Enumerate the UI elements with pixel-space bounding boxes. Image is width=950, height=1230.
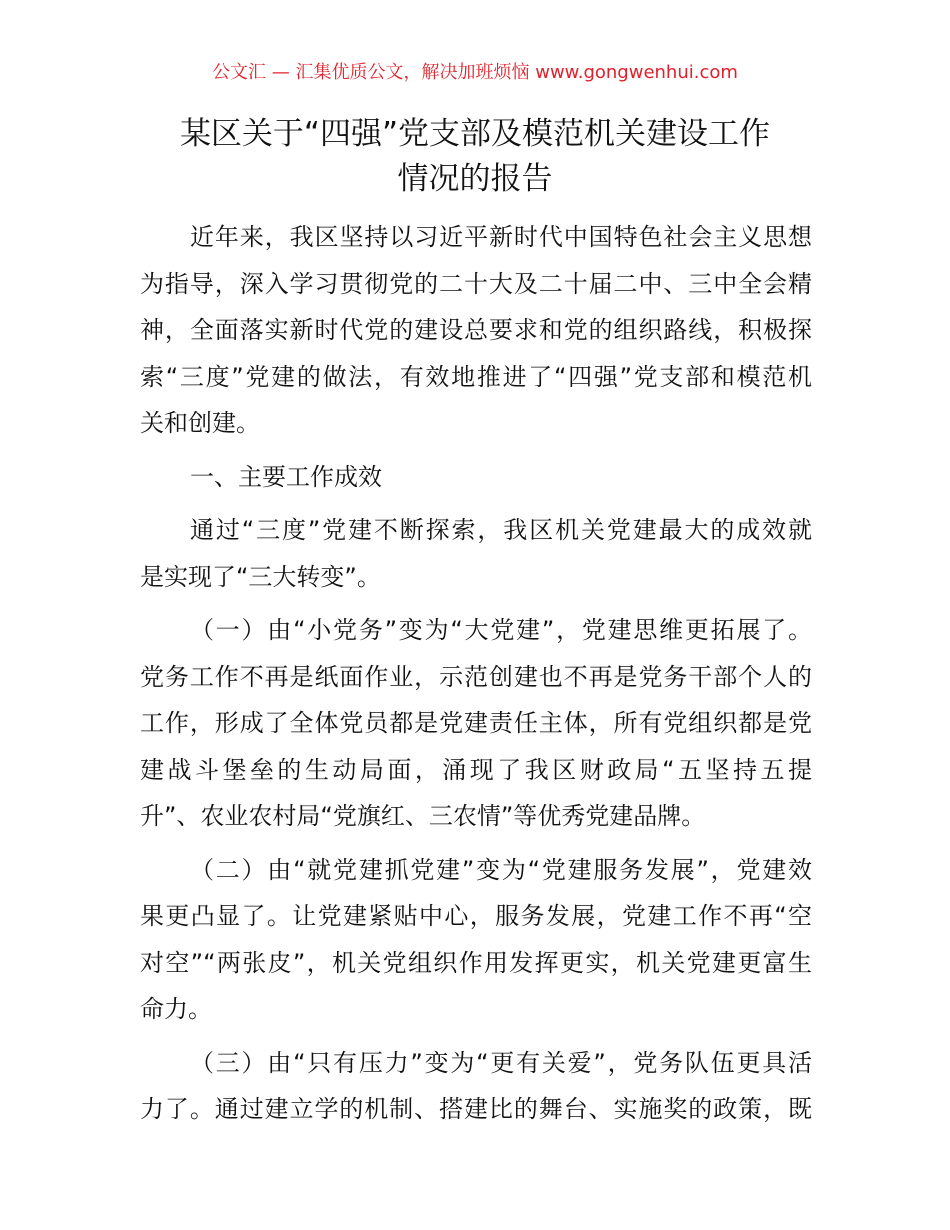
- paragraph-line: 果更凸显了。让党建紧贴中心，服务发展，党建工作不再“空: [140, 902, 812, 930]
- paragraph-line: 一、主要工作成效: [190, 462, 382, 491]
- paragraph-line: 关和创建。: [140, 409, 260, 437]
- paragraph-line: 党务工作不再是纸面作业，示范创建也不再是党务干部个人的: [140, 662, 812, 691]
- paragraph-line: 索“三度”党建的做法，有效地推进了“四强”党支部和模范机: [140, 362, 812, 391]
- paragraph-line: 神，全面落实新时代党的建设总要求和党的组织路线，积极探: [140, 316, 812, 344]
- paragraph: [140, 507, 812, 600]
- paragraph-line: 力了。通过建立学的机制、搭建比的舞台、实施奖的政策，既: [140, 1095, 812, 1123]
- document-title: [130, 112, 820, 202]
- title-line: 情况的报告: [397, 161, 553, 197]
- paragraph: [140, 454, 812, 501]
- paragraph-line: （三）由“只有压力”变为“更有关爱”，党务队伍更具活: [190, 1048, 812, 1077]
- paragraph-line: （一）由“小党务”变为“大党建”，党建思维更拓展了。: [190, 616, 812, 644]
- paragraph: [140, 1040, 812, 1133]
- site-banner: 公文汇 — 汇集优质公文，解决加班烦恼 www.gongwenhui.com: [212, 62, 738, 83]
- paragraph: [140, 214, 812, 447]
- paragraph-line: 升”、农业农村局“党旗红、三农情”等优秀党建品牌。: [140, 802, 706, 830]
- document-body: [140, 214, 812, 1140]
- title-line: 某区关于“四强”党支部及模范机关建设工作: [179, 116, 771, 152]
- paragraph: [140, 607, 812, 840]
- paragraph-line: 为指导，深入学习贯彻党的二十大及二十届二中、三中全会精: [140, 269, 812, 298]
- paragraph: [140, 847, 812, 1033]
- paragraph-line: 通过“三度”党建不断探索，我区机关党建最大的成效就: [190, 516, 812, 544]
- paragraph-line: 建战斗堡垒的生动局面，涌现了我区财政局“五坚持五提: [140, 755, 812, 784]
- paragraph-line: （二）由“就党建抓党建”变为“党建服务发展”，党建效: [190, 855, 812, 884]
- paragraph-line: 对空”“两张皮”，机关党组织作用发挥更实，机关党建更富生: [140, 948, 812, 977]
- paragraph-line: 工作，形成了全体党员都是党建责任主体，所有党组织都是党: [140, 709, 812, 737]
- paragraph-line: 命力。: [140, 995, 212, 1023]
- paragraph-line: 是实现了“三大转变”。: [140, 562, 381, 591]
- paragraph-line: 近年来，我区坚持以习近平新时代中国特色社会主义思想: [190, 223, 812, 251]
